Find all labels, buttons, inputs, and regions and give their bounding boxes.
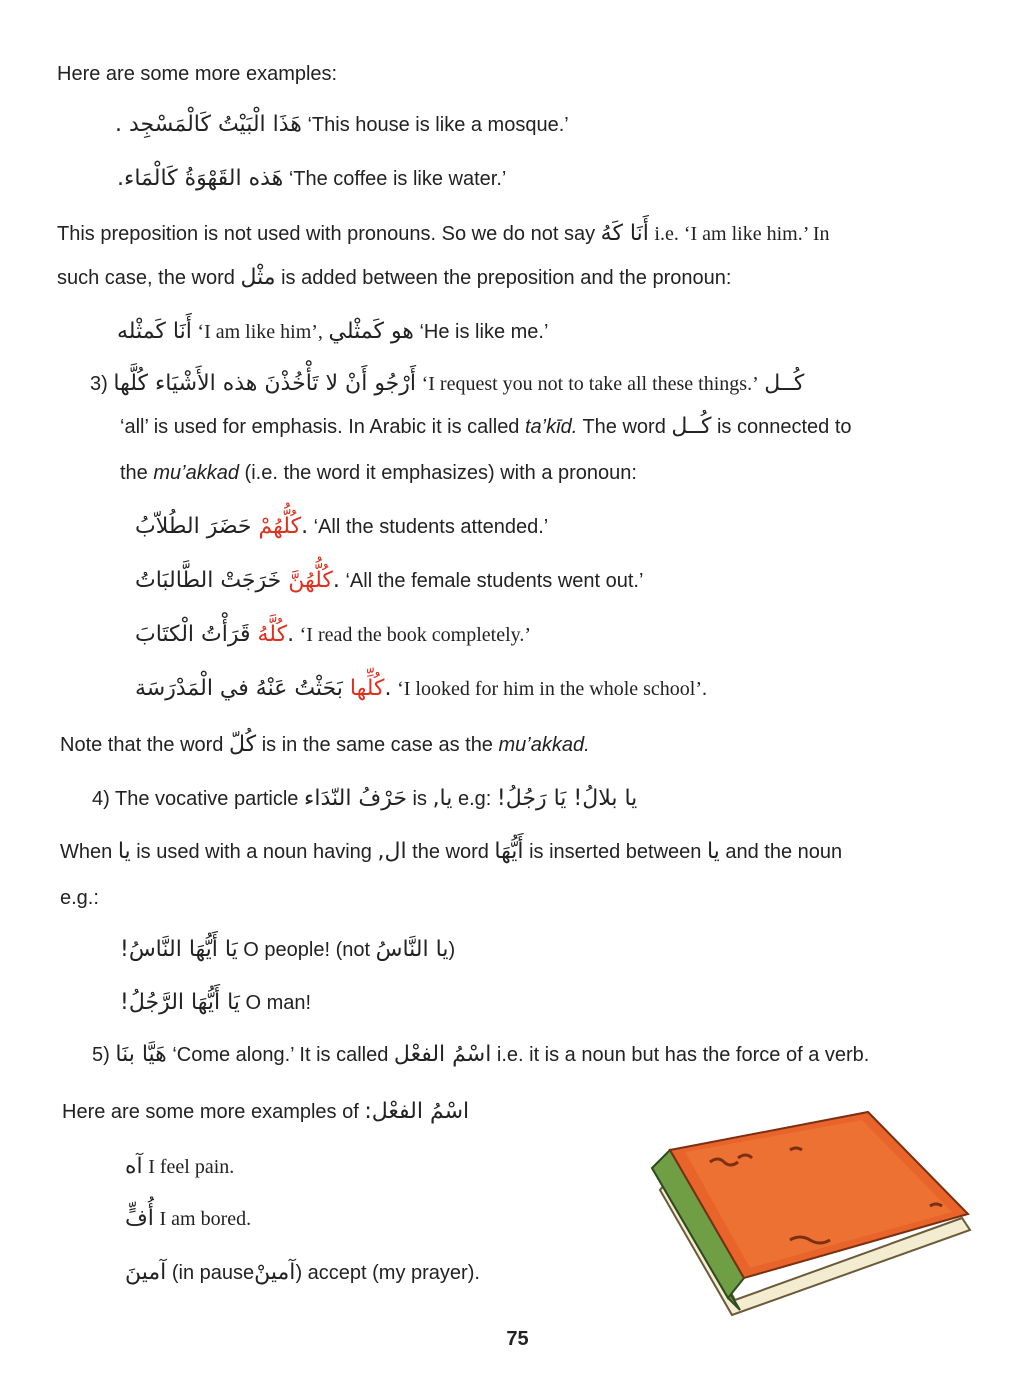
- pronoun-text-4: is added between the preposition and the pronoun:: [281, 267, 732, 289]
- item-4-line: [92, 787, 637, 811]
- ayyuha-example-2-english: O man!: [245, 992, 312, 1014]
- item-4-arabic-2: يا,: [432, 786, 453, 811]
- item-4-arabic-1: حَرْفُ النّدَاء: [303, 786, 407, 811]
- ism-example-3: [125, 1261, 480, 1285]
- example-2-arabic: هَذه القَهْوَةُ كَالْمَاء.: [117, 166, 284, 191]
- ism-example-2-arabic: أُفٍّ: [125, 1206, 154, 1231]
- intro-text: Here are some more examples:: [57, 63, 338, 85]
- item-5-text-1: ‘Come along.’ It is called: [172, 1044, 389, 1066]
- item-3-english: ‘I request you not to take all these things.’: [421, 373, 759, 395]
- ayyuha-arabic-4: يا: [706, 839, 720, 864]
- item-5-text-2: i.e. it is a noun but has the force of a verb.: [496, 1044, 870, 1066]
- kull-example-1: [135, 515, 548, 539]
- item-3-line-1: [90, 372, 804, 396]
- item-4-text-3: e.g:: [457, 788, 492, 810]
- ism-example-3-arabic-2: آمينْ: [254, 1260, 296, 1285]
- kull-example-1-red: كُلُّهُمْ: [258, 514, 302, 539]
- ayyuha-line-2: e.g.:: [60, 887, 99, 909]
- kull-example-2-red: كُلُّهُنَّ: [288, 568, 333, 593]
- ayyuha-text-5: and the noun: [725, 841, 843, 863]
- more-examples-arabic: اسْمُ الفعْل:: [364, 1099, 470, 1124]
- kull-example-4-sentence: بَحَثْتُ عَنْهُ في الْمَدْرَسَة: [135, 676, 343, 701]
- kull-example-1-arabic: [135, 515, 308, 539]
- item-3-muakkad: mu’akkad: [153, 462, 239, 484]
- example-1-arabic: هَذَا الْبَيْتُ كَالْمَسْجِد .: [115, 112, 302, 137]
- ism-example-3-english-1: (in pause: [171, 1262, 255, 1284]
- pronoun-text-1: This preposition is not used with pronouns. So we do not say: [57, 223, 596, 245]
- ism-example-1: [125, 1155, 234, 1179]
- kull-example-1-english: ‘All the students attended.’: [313, 516, 549, 538]
- item-5-arabic-2: اسْمُ الفعْل: [393, 1042, 492, 1067]
- kull-example-4-dot: .: [384, 676, 392, 701]
- kull-example-3-arabic: [135, 623, 294, 647]
- ayyuha-arabic-2: ال,: [377, 839, 407, 864]
- ism-example-1-english: I feel pain.: [148, 1156, 235, 1178]
- item-4-text-1: The vocative particle: [115, 788, 299, 810]
- item-3-text-a: ‘all’ is used for emphasis. In Arabic it is called: [120, 416, 520, 438]
- kull-example-2-english: ‘All the female students went out.’: [345, 570, 644, 592]
- page-number: 75: [506, 1328, 529, 1350]
- ayyuha-example-2-arabic: يَا أَيُّهَا الرَّجُلُ!: [120, 990, 240, 1015]
- pronoun-paragraph-line-2: [57, 266, 731, 290]
- kull-example-4-arabic: [135, 677, 392, 701]
- item-3-text-the: the: [120, 462, 148, 484]
- example-1-english: ‘This house is like a mosque.’: [307, 114, 569, 136]
- pronoun-paragraph-line-1: [57, 222, 830, 246]
- ism-example-1-arabic: آه: [125, 1154, 143, 1179]
- item-3-arabic: أَرْجُو أَنْ لا تَأْخُذْنَ هذه الأَشْيَاء كُلَّها: [113, 371, 417, 396]
- more-examples-text: Here are some more examples of: [62, 1101, 359, 1123]
- item-4-arabic-3: يا بلالُ! يَا رَجُلُ!: [496, 786, 638, 811]
- kull-example-2-arabic: [135, 569, 340, 593]
- kull-example-4: [135, 677, 707, 701]
- ayyuha-arabic-1: يا: [117, 839, 131, 864]
- kull-example-4-english: ‘I looked for him in the whole school’.: [397, 678, 708, 700]
- more-examples-line: [62, 1100, 469, 1124]
- pronoun-arabic-2: مثْل: [240, 265, 276, 290]
- item-3-word-kull: كُــل: [764, 371, 805, 396]
- pronoun-example-arabic-1: أَنَا كَمثْله: [117, 319, 192, 344]
- ayyuha-example-1-arabic: يَا أَيُّهَا النَّاسُ!: [120, 937, 238, 962]
- item-3-takid: ta’kīd.: [525, 416, 578, 438]
- ayyuha-arabic-3: أَيُّهَا: [494, 839, 524, 864]
- kull-example-4-red: كُلِّها: [349, 676, 385, 701]
- item-3-line-2: [120, 415, 852, 439]
- note-muakkad: mu’akkad.: [498, 734, 590, 756]
- kull-example-3: [135, 623, 531, 647]
- note-text-2: is in the same case as the: [261, 734, 493, 756]
- kull-example-2-dot: .: [332, 568, 340, 593]
- pronoun-example-english-1: ‘I am like him’,: [197, 321, 323, 343]
- kull-example-3-dot: .: [287, 622, 295, 647]
- pronoun-text-2: i.e. ‘I am like him.’ In: [654, 223, 830, 245]
- ayyuha-text-1: When: [60, 841, 113, 863]
- pronoun-arabic-1: أَنَا كَهُ: [600, 221, 649, 246]
- item-4-number: 4): [92, 788, 110, 810]
- ayyuha-text-2: is used with a noun having: [136, 841, 372, 863]
- item-5-number: 5): [92, 1044, 110, 1066]
- ayyuha-example-1-english: O people! (not: [243, 939, 371, 961]
- ayyuha-example-2: [120, 991, 311, 1015]
- ayyuha-example-1-close: ): [448, 939, 456, 961]
- ayyuha-text-3: the word: [412, 841, 489, 863]
- note-line: [60, 733, 590, 757]
- kull-example-1-dot: .: [301, 514, 309, 539]
- kull-example-3-sentence: قَرَأْتُ الْكتَابَ: [135, 622, 251, 647]
- pronoun-examples: [117, 320, 548, 344]
- ism-example-2-english: I am bored.: [159, 1208, 252, 1230]
- ayyuha-example-1-arabic-2: يا النَّاسُ: [375, 937, 449, 962]
- kull-example-2-sentence: خَرَجَتْ الطَّالبَاتُ: [135, 568, 282, 593]
- item-3-text-c: The word: [582, 416, 666, 438]
- item-3-text-e: (i.e. the word it emphasizes) with a pronoun:: [244, 462, 637, 484]
- pronoun-text-3: such case, the word: [57, 267, 235, 289]
- item-3-number: 3): [90, 373, 108, 395]
- item-3-text-d: is connected to: [716, 416, 852, 438]
- item-4-text-2: is: [412, 788, 427, 810]
- note-arabic: كُلّ: [229, 732, 257, 757]
- ayyuha-example-1: [120, 938, 455, 962]
- item-5-arabic-1: هَيَّا بنَا: [115, 1042, 167, 1067]
- example-1: [115, 113, 569, 137]
- item-5-line: [92, 1043, 869, 1067]
- example-2-english: ‘The coffee is like water.’: [288, 168, 507, 190]
- kull-example-2: [135, 569, 643, 593]
- ayyuha-line-1: [60, 840, 842, 864]
- ayyuha-text-4: is inserted between: [529, 841, 702, 863]
- book-icon: [640, 1110, 985, 1320]
- kull-example-1-sentence: حَضَرَ الطُلاّبُ: [135, 514, 252, 539]
- pronoun-example-english-2: ‘He is like me.’: [419, 321, 549, 343]
- item-3-line-3: [120, 461, 637, 485]
- ism-example-3-arabic: آمينَ: [125, 1260, 167, 1285]
- example-2: [117, 167, 506, 191]
- ism-example-2: [125, 1207, 251, 1231]
- ism-example-3-english-2: ) accept (my prayer).: [295, 1262, 480, 1284]
- item-3-word-kull-2: كُــل: [671, 414, 712, 439]
- kull-example-3-english: ‘I read the book completely.’: [299, 624, 532, 646]
- pronoun-example-arabic-2: هو كَمثْلي: [328, 319, 414, 344]
- note-text-1: Note that the word: [60, 734, 224, 756]
- kull-example-3-red: كُلَّهُ: [257, 622, 288, 647]
